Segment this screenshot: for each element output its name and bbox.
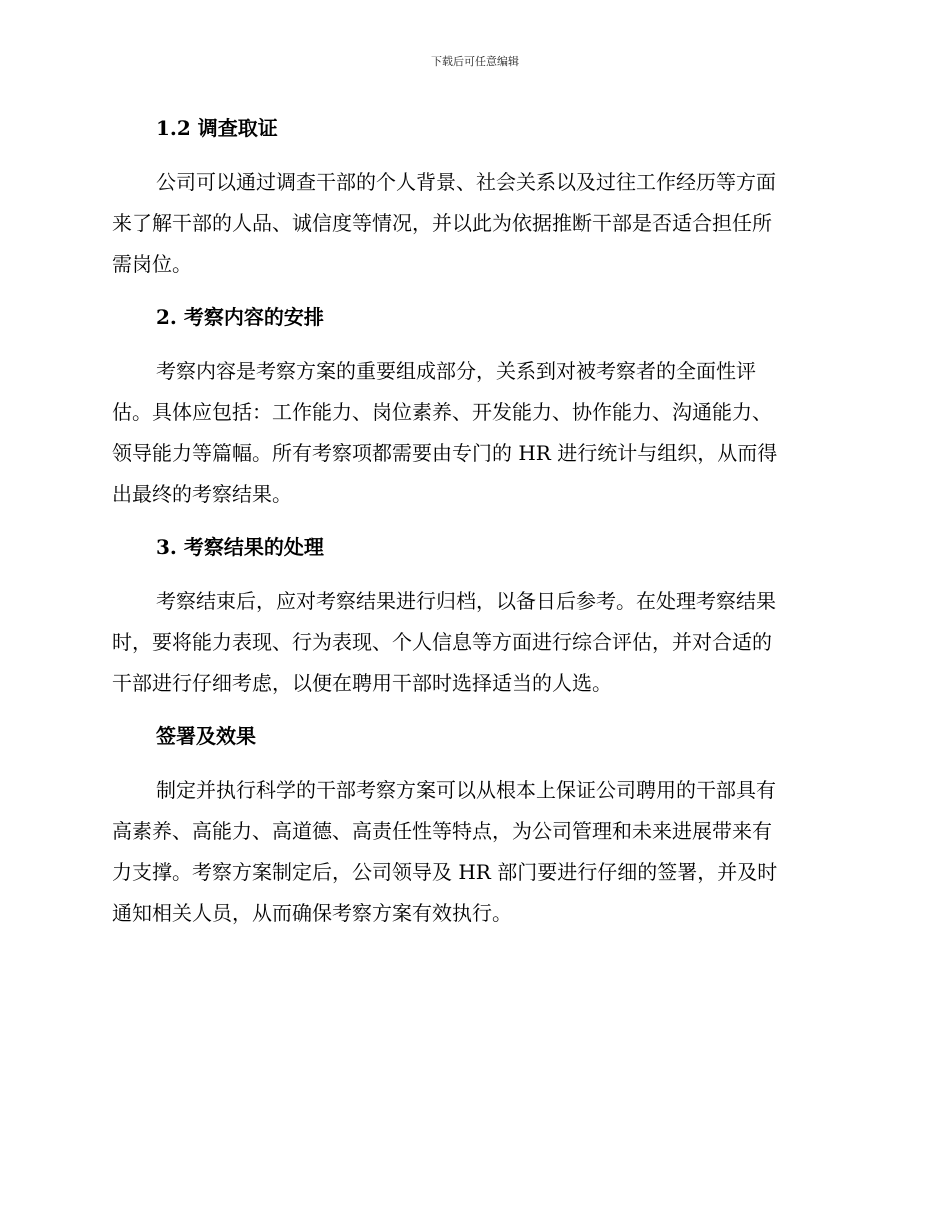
paragraph-line: 公司可以通过调查干部的个人背景、社会关系以及过往工作经历等方面	[156, 170, 776, 194]
section-heading: 1.2 调查取证	[156, 116, 278, 140]
paragraph-line: 通知相关人员，从而确保考察方案有效执行。	[112, 901, 512, 925]
section-signing-effect	[112, 718, 838, 934]
page-header: 下载后可任意编辑	[431, 55, 519, 68]
section-paragraph	[112, 351, 838, 515]
paragraph-line: 干部进行仔细考虑，以便在聘用干部时选择适当的人选。	[112, 671, 612, 695]
paragraph-line: 出最终的考察结果。	[112, 482, 292, 506]
paragraph-line: 高素养、高能力、高道德、高责任性等特点，为公司管理和未来进展带来有	[112, 819, 772, 843]
section-heading: 签署及效果	[156, 724, 256, 748]
section-investigation	[112, 110, 838, 299]
section-result-handling	[112, 529, 838, 718]
section-content-arrangement	[112, 299, 838, 529]
paragraph-line: 需岗位。	[112, 252, 192, 276]
paragraph-line: 考察结束后，应对考察结果进行归档，以备日后参考。在处理考察结果	[156, 589, 776, 613]
paragraph-line: 制定并执行科学的干部考察方案可以从根本上保证公司聘用的干部具有	[156, 778, 776, 802]
paragraph-line: 来了解干部的人品、诚信度等情况，并以此为依据推断干部是否适合担任所	[112, 211, 772, 235]
section-paragraph	[112, 581, 838, 704]
paragraph-line: 时，要将能力表现、行为表现、个人信息等方面进行综合评估，并对合适的	[112, 630, 772, 654]
section-paragraph	[112, 770, 838, 934]
paragraph-line: 考察内容是考察方案的重要组成部分，关系到对被考察者的全面性评	[156, 359, 756, 383]
section-heading: 3. 考察结果的处理	[156, 535, 324, 559]
section-heading: 2. 考察内容的安排	[156, 305, 324, 329]
paragraph-line: 估。具体应包括：工作能力、岗位素养、开发能力、协作能力、沟通能力、	[112, 400, 772, 424]
document-body	[112, 110, 838, 934]
paragraph-line: 领导能力等篇幅。所有考察项都需要由专门的 HR 进行统计与组织，从而得	[112, 441, 778, 465]
paragraph-line: 力支撑。考察方案制定后，公司领导及 HR 部门要进行仔细的签署，并及时	[112, 860, 778, 884]
section-paragraph	[112, 162, 838, 285]
